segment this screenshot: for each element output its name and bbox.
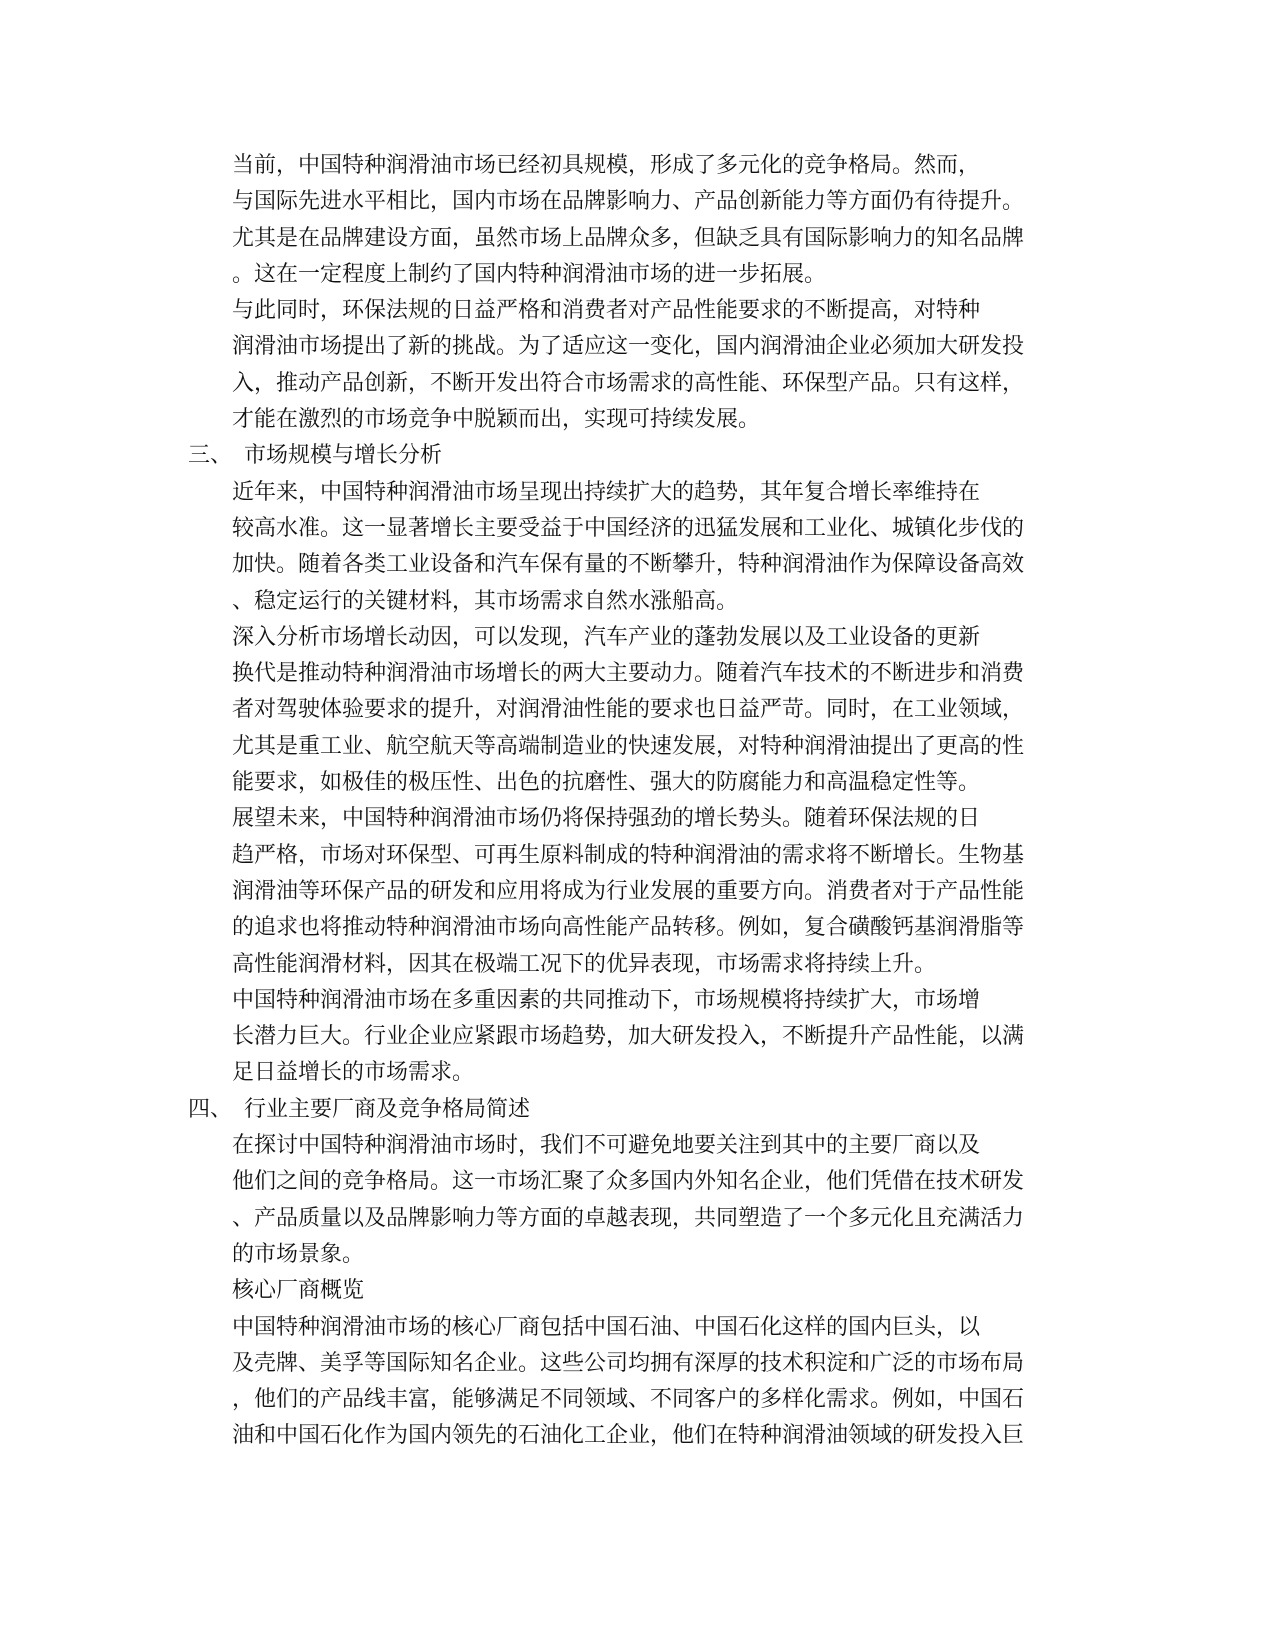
paragraph-line: 与国际先进水平相比，国内市场在品牌影响力、产品创新能力等方面仍有待提升。 [232, 189, 1025, 215]
section-heading [188, 1092, 1088, 1128]
document-page [188, 148, 1088, 1455]
paragraph-line: 他们之间的竞争格局。这一市场汇聚了众多国内外知名企业，他们凭借在技术研发 [232, 1169, 1025, 1195]
paragraph-line: 的追求也将推动特种润滑油市场向高性能产品转移。例如，复合磺酸钙基润滑脂等 [232, 915, 1025, 941]
paragraph-line: 展望未来，中国特种润滑油市场仍将保持强劲的增长势头。随着环保法规的日 [232, 806, 981, 832]
paragraph-line: 高性能润滑材料，因其在极端工况下的优异表现，市场需求将持续上升。 [232, 951, 937, 977]
paragraph-line: 加快。随着各类工业设备和汽车保有量的不断攀升，特种润滑油作为保障设备高效 [232, 552, 1025, 578]
paragraph-line: 润滑油等环保产品的研发和应用将成为行业发展的重要方向。消费者对于产品性能 [232, 878, 1025, 904]
body-paragraph [188, 1273, 1088, 1309]
paragraph-line: 、稳定运行的关键材料，其市场需求自然水涨船高。 [232, 588, 739, 614]
body-paragraph [188, 983, 1088, 1092]
paragraph-line: 尤其是重工业、航空航天等高端制造业的快速发展，对特种润滑油提出了更高的性 [232, 733, 1025, 759]
section-number: 三、 [188, 443, 233, 469]
body-paragraph [188, 1310, 1088, 1455]
paragraph-line: 较高水准。这一显著增长主要受益于中国经济的迅猛发展和工业化、城镇化步伐的 [232, 515, 1025, 541]
paragraph-line: 的市场景象。 [232, 1241, 365, 1267]
paragraph-line: 、产品质量以及品牌影响力等方面的卓越表现，共同塑造了一个多元化且充满活力 [232, 1205, 1025, 1231]
body-paragraph [188, 475, 1088, 620]
section-title: 市场规模与增长分析 [244, 443, 443, 469]
body-paragraph [188, 801, 1088, 982]
paragraph-line: 近年来，中国特种润滑油市场呈现出持续扩大的趋势，其年复合增长率维持在 [232, 479, 981, 505]
paragraph-line: 尤其是在品牌建设方面，虽然市场上品牌众多，但缺乏具有国际影响力的知名品牌 [232, 225, 1025, 251]
section-title: 行业主要厂商及竞争格局简述 [244, 1096, 531, 1122]
paragraph-line: 能要求，如极佳的极压性、出色的抗磨性、强大的防腐能力和高温稳定性等。 [232, 770, 981, 796]
paragraph-line: 。这在一定程度上制约了国内特种润滑油市场的进一步拓展。 [232, 261, 827, 287]
paragraph-line: 当前，中国特种润滑油市场已经初具规模，形成了多元化的竞争格局。然而， [232, 153, 981, 178]
paragraph-line: 油和中国石化作为国内领先的石油化工企业，他们在特种润滑油领域的研发投入巨 [232, 1423, 1025, 1449]
paragraph-line: 足日益增长的市场需求。 [232, 1060, 475, 1086]
paragraph-line: 长潜力巨大。行业企业应紧跟市场趋势，加大研发投入，不断提升产品性能，以满 [232, 1024, 1025, 1050]
paragraph-line: 中国特种润滑油市场在多重因素的共同推动下，市场规模将持续扩大，市场增 [232, 987, 981, 1013]
body-paragraph [188, 148, 1088, 293]
paragraph-line: 才能在激烈的市场竞争中脱颖而出，实现可持续发展。 [232, 407, 761, 433]
paragraph-line: 者对驾驶体验要求的提升，对润滑油性能的要求也日益严苛。同时，在工业领域， [232, 697, 1025, 723]
paragraph-line: 中国特种润滑油市场的核心厂商包括中国石油、中国石化这样的国内巨头，以 [232, 1314, 981, 1340]
paragraph-line: 换代是推动特种润滑油市场增长的两大主要动力。随着汽车技术的不断进步和消费 [232, 661, 1025, 687]
section-heading [188, 438, 1088, 474]
paragraph-line: 趋严格，市场对环保型、可再生原料制成的特种润滑油的需求将不断增长。生物基 [232, 842, 1025, 868]
body-paragraph [188, 293, 1088, 438]
body-paragraph [188, 1128, 1088, 1273]
body-paragraph [188, 620, 1088, 801]
paragraph-line: ，他们的产品线丰富，能够满足不同领域、不同客户的多样化需求。例如，中国石 [232, 1387, 1025, 1413]
paragraph-line: 及壳牌、美孚等国际知名企业。这些公司均拥有深厚的技术积淀和广泛的市场布局 [232, 1350, 1025, 1376]
paragraph-line: 入，推动产品创新，不断开发出符合市场需求的高性能、环保型产品。只有这样， [232, 370, 1025, 396]
section-number: 四、 [188, 1096, 233, 1122]
paragraph-line: 润滑油市场提出了新的挑战。为了适应这一变化，国内润滑油企业必须加大研发投 [232, 334, 1025, 360]
paragraph-line: 与此同时，环保法规的日益严格和消费者对产品性能要求的不断提高，对特种 [232, 298, 981, 324]
paragraph-line: 核心厂商概览 [232, 1278, 365, 1304]
paragraph-line: 深入分析市场增长动因，可以发现，汽车产业的蓬勃发展以及工业设备的更新 [232, 624, 981, 650]
paragraph-line: 在探讨中国特种润滑油市场时，我们不可避免地要关注到其中的主要厂商以及 [232, 1133, 981, 1159]
